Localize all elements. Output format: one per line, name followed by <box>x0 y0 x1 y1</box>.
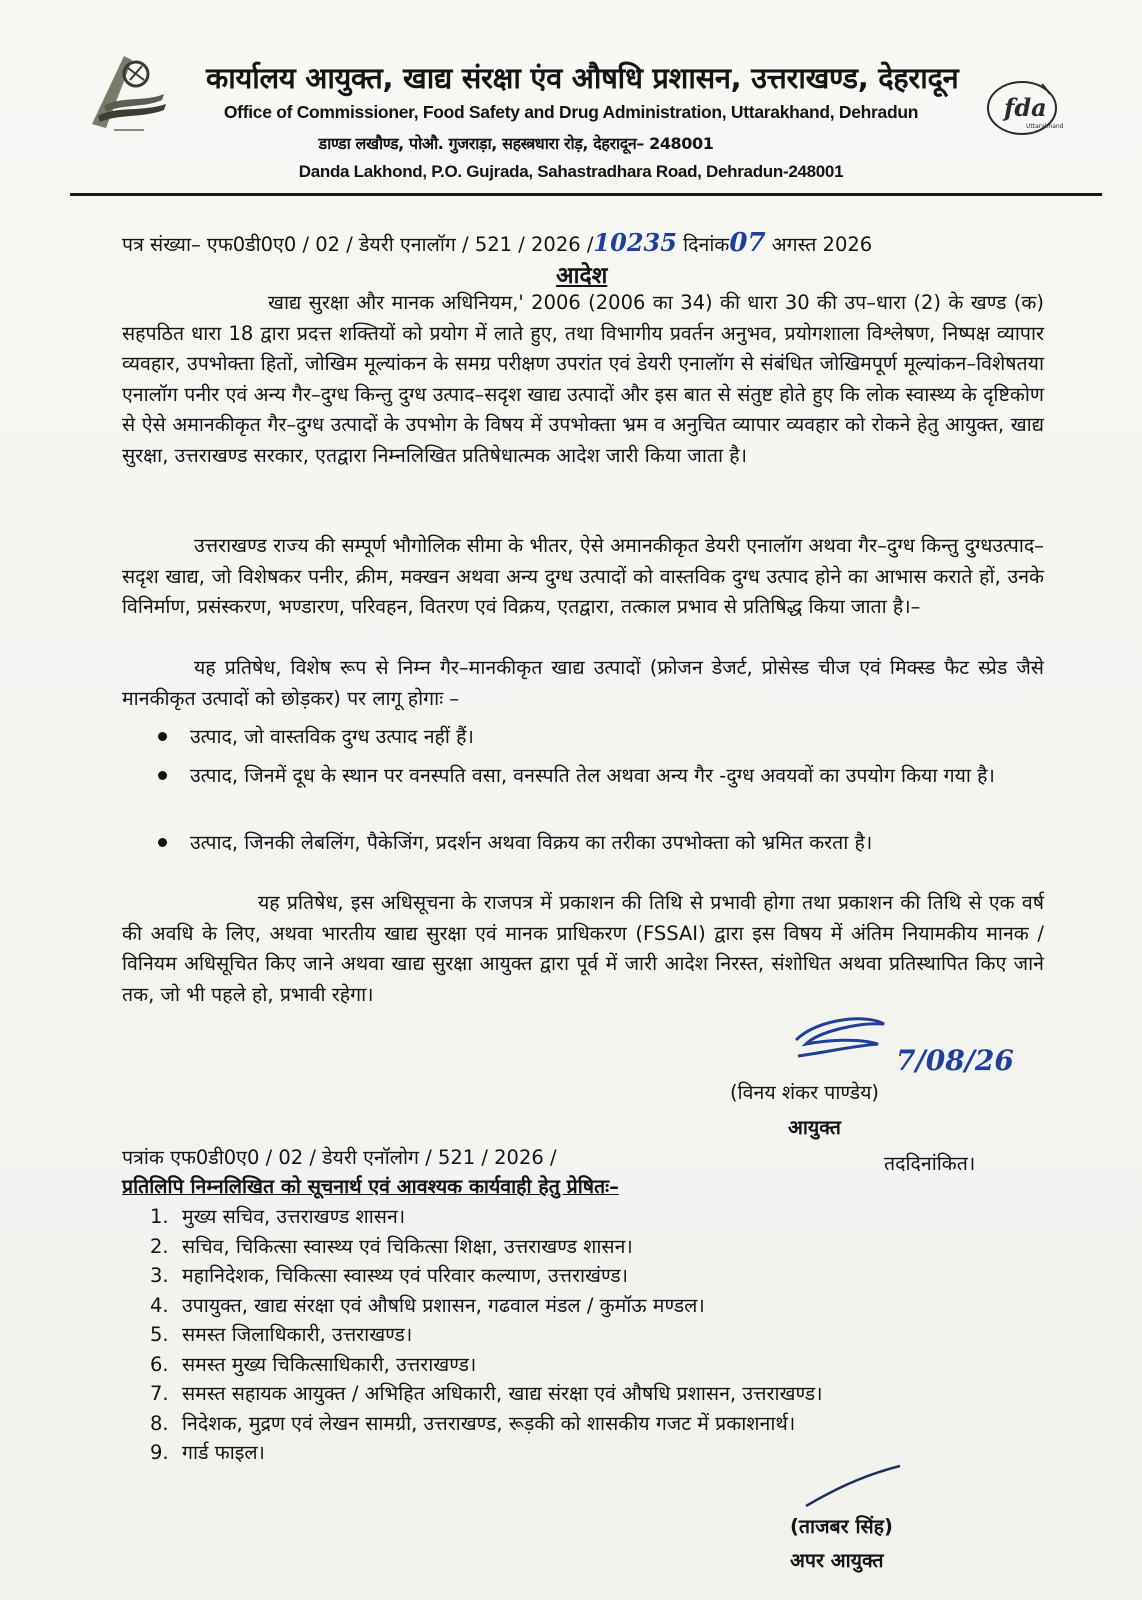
order-paragraph-1: खाद्य सुरक्षा और मानक अधिनियम,' 2006 (2006 का 34) की धारा 30 की उप–धारा (2) के खण्ड (क) सहपठित धारा 18 द्वारा प्रदत्त शक्तियों को प्रयोग में लाते हुए, तथा विभागीय प्रवर्तन अनुभव, प्रयोगशाला विश्लेषण, निष्पक्ष व्यापार व्यवहार, उपभोक्ता हितों, जोखिम मूल्यांकन के समग्र परीक्षण उपरांत एवं डेयरी एनालॉग से संबंधित जोखिमपूर्ण मूल्यांकन–विशेषतया एनालॉग पनीर एवं अन्य गैर–दुग्ध किन्तु दुग्ध उत्पाद–सदृश खाद्य उत्पादों और इस बात से संतुष्ट होते हुए कि लोक स्वास्थ्य के दृष्टिकोण से ऐसे अमानकीकृत गैर–दुग्ध उत्पादों के उपभोग के विषय में उपभोक्ता भ्रम व अनुचित व्यापार व्यवहार को रोकने हेतु आयुक्त, खाद्य सुरक्षा, उत्तराखण्ड सरकार, एतद्वारा निम्नलिखित प्रतिषेधात्मक आदेश जारी किया जाता है। <box>122 291 1044 467</box>
signatory-2-designation: अपर आयुक्त <box>790 1549 884 1572</box>
list-item: 2. सचिव, चिकित्सा स्वास्थ्य एवं चिकित्सा शिक्षा, उत्तराखण्ड शासन। <box>150 1234 633 1258</box>
endorsement-date: तददिनांकित। <box>884 1152 976 1175</box>
letter-reference-typed: पत्र संख्या– एफ0डी0ए0 / 02 / डेयरी एनालॉग / 521 / 2026 / <box>122 233 594 256</box>
fda-logo <box>984 76 1064 140</box>
signatory-1-name: (विनय शंकर पाण्डेय) <box>730 1081 879 1104</box>
order-paragraph-2: उत्तराखण्ड राज्य की सम्पूर्ण भौगोलिक सीमा के भीतर, ऐसे अमानकीकृत डेयरी एनालॉग अथवा गैर–दुग्ध किन्तु दुग्धउत्पाद–सदृश खाद्य, जो विशेषकर पनीर, क्रीम, मक्खन अथवा अन्य दुग्ध उत्पादों को वास्तविक दुग्ध उत्पाद होने का आभास कराते हों, उनके विनिर्माण, प्रसंस्करण, भण्डारण, परिवहन, वितरण एवं विक्रय, एतद्वारा, तत्काल प्रभाव से प्रतिषिद्ध किया जाता है।– <box>122 534 1044 618</box>
order-paragraph-3: यह प्रतिषेध, विशेष रूप से निम्न गैर–मानकीकृत खाद्य उत्पादों (फ्रोजन डेजर्ट, प्रोसेस्ड चीज एवं मिक्स्ड फैट स्प्रेड जैसे मानकीकृत उत्पादों को छोड़कर) पर लागू होगाः – <box>122 656 1044 710</box>
copy-to-heading: प्रतिलिपि निम्नलिखित को सूचनार्थ एवं आवश्यक कार्यवाही हेतु प्रेषितः– <box>122 1175 619 1198</box>
list-item: 4. उपायुक्त, खाद्य संरक्षा एवं औषधि प्रशासन, गढवाल मंडल / कुमॉऊ मण्डल। <box>150 1293 705 1317</box>
bullet-text: उत्पाद, जिनमें दूध के स्थान पर वनस्पति वसा, वनस्पति तेल अथवा अन्य गैर -दुग्ध अवयवों का उपयोग किया गया है। <box>190 764 995 787</box>
signatory-2-name: (ताजबर सिंह) <box>790 1515 893 1538</box>
copy-recipient-list <box>150 1202 1050 1468</box>
bullet-icon <box>158 838 167 847</box>
list-item: 8. निदेशक, मुद्रण एवं लेखन सामग्री, उत्तराखण्ड, रूड़की को शासकीय गजट में प्रकाशनार्थ। <box>150 1411 796 1435</box>
endorsement-reference: पत्रांक एफ0डी0ए0 / 02 / डेयरी एनॉलोग / 521 / 2026 / <box>122 1146 557 1169</box>
header-address-hindi: डाण्डा लखौण्ड, पोऔ. गुजराड़ा, सहस्त्रधारा रोड़, देहरादून– 248001 <box>318 134 714 153</box>
letter-reference <box>122 230 872 257</box>
closing-paragraph: यह प्रतिषेध, इस अधिसूचना के राजपत्र में प्रकाशन की तिथि से प्रभावी होगा तथा प्रकाशन की तिथि से एक वर्ष की अवधि के लिए, अथवा भारतीय खाद्य सुरक्षा एवं मानक प्राधिकरण (FSSAI) द्वारा इस विषय में अंतिम नियामकीय मानक / विनियम अधिसूचित किए जाने अथवा खाद्य सुरक्षा आयुक्त द्वारा पूर्व में जारी आदेश निरस्त, संशोधित अथवा प्रतिस्थापित किए जाने तक, जो भी पहले हो, प्रभावी रहेगा। <box>122 891 1044 1006</box>
list-item: 7. समस्त सहायक आयुक्त / अभिहित अधिकारी, खाद्य संरक्षा एवं औषधि प्रशासन, उत्तराखण्ड। <box>150 1382 823 1405</box>
header-title-hindi: कार्यालय आयुक्त, खाद्य संरक्षा एंव औषधि प्रशासन, उत्तराखण्ड, देहरादून <box>206 61 959 95</box>
fda-logo-icon <box>984 76 1064 140</box>
signature-2-icon <box>800 1462 910 1512</box>
header-title-english: Office of Commissioner, Food Safety and Drug Administration, Uttarakhand, Dehradun <box>223 102 919 122</box>
list-item: 5. समस्त जिलाधिकारी, उत्तराखण्ड। <box>150 1323 413 1346</box>
list-item: 9. गार्ड फाइल। <box>150 1441 265 1464</box>
department-emblem-icon <box>84 46 174 136</box>
letter-number-handwritten: 10235 <box>593 228 677 257</box>
header-divider <box>70 193 1102 196</box>
bullet-icon <box>158 771 167 780</box>
order-title: आदेश <box>556 263 608 289</box>
signature-1-date-handwritten: 7/08/26 <box>896 1044 1014 1077</box>
bullet-text: उत्पाद, जो वास्तविक दुग्ध उत्पाद नहीं हैं। <box>190 725 474 748</box>
fda-logo-text: fda <box>1004 93 1047 122</box>
bullet-icon <box>158 732 167 741</box>
list-item: 6. समस्त मुख्य चिकित्साधिकारी, उत्तराखण्ड। <box>150 1352 477 1376</box>
header-address-english: Danda Lakhond, P.O. Gujrada, Sahastradhara Road, Dehradun-248001 <box>298 162 844 181</box>
fda-logo-subtext: Uttarakhand <box>1026 123 1064 130</box>
date-day-handwritten: 07 <box>729 228 766 258</box>
date-month-year: अगस्त 2026 <box>771 233 873 256</box>
signatory-1-designation: आयुक्त <box>788 1116 841 1139</box>
date-label: दिनांक <box>683 233 730 256</box>
bullet-text: उत्पाद, जिनकी लेबलिंग, पैकेजिंग, प्रदर्शन अथवा विक्रय का तरीका उपभोक्ता को भ्रमित करता है। <box>190 831 873 854</box>
list-item: 1. मुख्य सचिव, उत्तराखण्ड शासन। <box>150 1205 406 1228</box>
list-item: 3. महानिदेशक, चिकित्सा स्वास्थ्य एवं परिवार कल्याण, उत्तराखंण्ड। <box>150 1264 629 1287</box>
signature-1-icon <box>788 1010 898 1070</box>
